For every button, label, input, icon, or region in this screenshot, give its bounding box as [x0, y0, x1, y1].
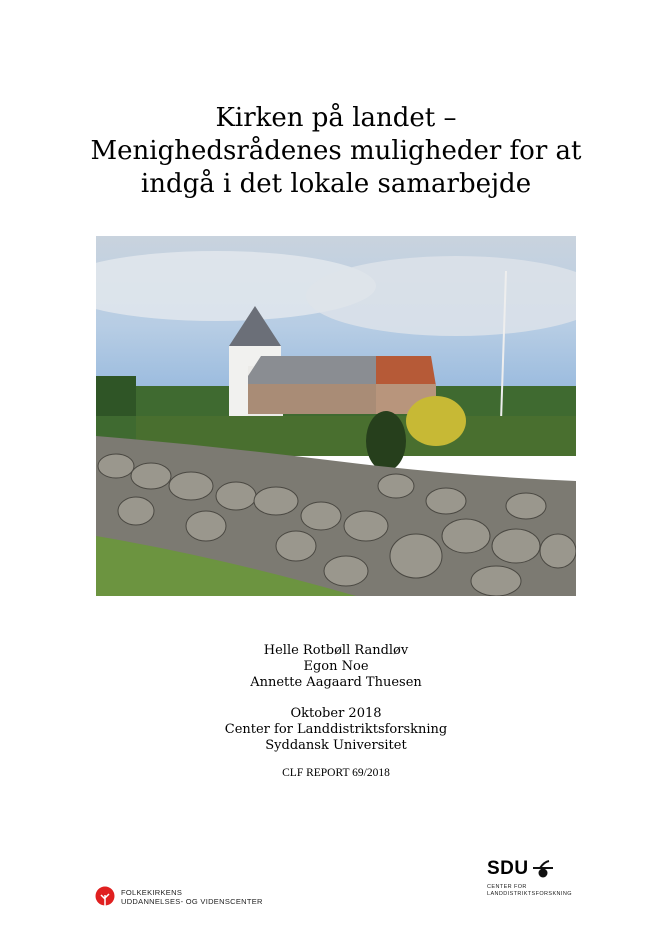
report-number: CLF REPORT 69/2018: [282, 767, 390, 779]
logo-text: UDDANNELSES- OG VIDENSCENTER: [121, 897, 263, 906]
author: Egon Noe: [303, 659, 369, 674]
author: Helle Rotbøll Randløv: [263, 643, 409, 658]
sdu-logo: [487, 858, 572, 898]
title-line: Kirken på landet –: [215, 103, 457, 133]
logo-text: LANDDISTRIKTSFORSKNING: [487, 891, 572, 897]
sdu-apple-branch-icon: [532, 860, 554, 878]
publication-info: [0, 706, 672, 754]
document-title: [0, 102, 672, 201]
institution-center: Center for Landdistriktsforskning: [224, 722, 448, 737]
author: Annette Aagaard Thuesen: [250, 675, 422, 690]
institution-university: Syddansk Universitet: [265, 738, 407, 753]
logo-text: FOLKEKIRKENS: [121, 888, 183, 897]
sdu-wordmark: SDU: [487, 858, 529, 879]
cover-photo-church: [96, 236, 576, 596]
logo-text: CENTER FOR: [487, 884, 527, 890]
title-line: Menighedsrådenes muligheder for at: [90, 136, 582, 166]
folkekirken-tree-icon: [95, 886, 115, 908]
publication-date: Oktober 2018: [290, 706, 382, 721]
author-list: [0, 643, 672, 691]
folkekirken-logo: [95, 886, 263, 908]
title-line: indgå i det lokale samarbejde: [140, 169, 532, 199]
